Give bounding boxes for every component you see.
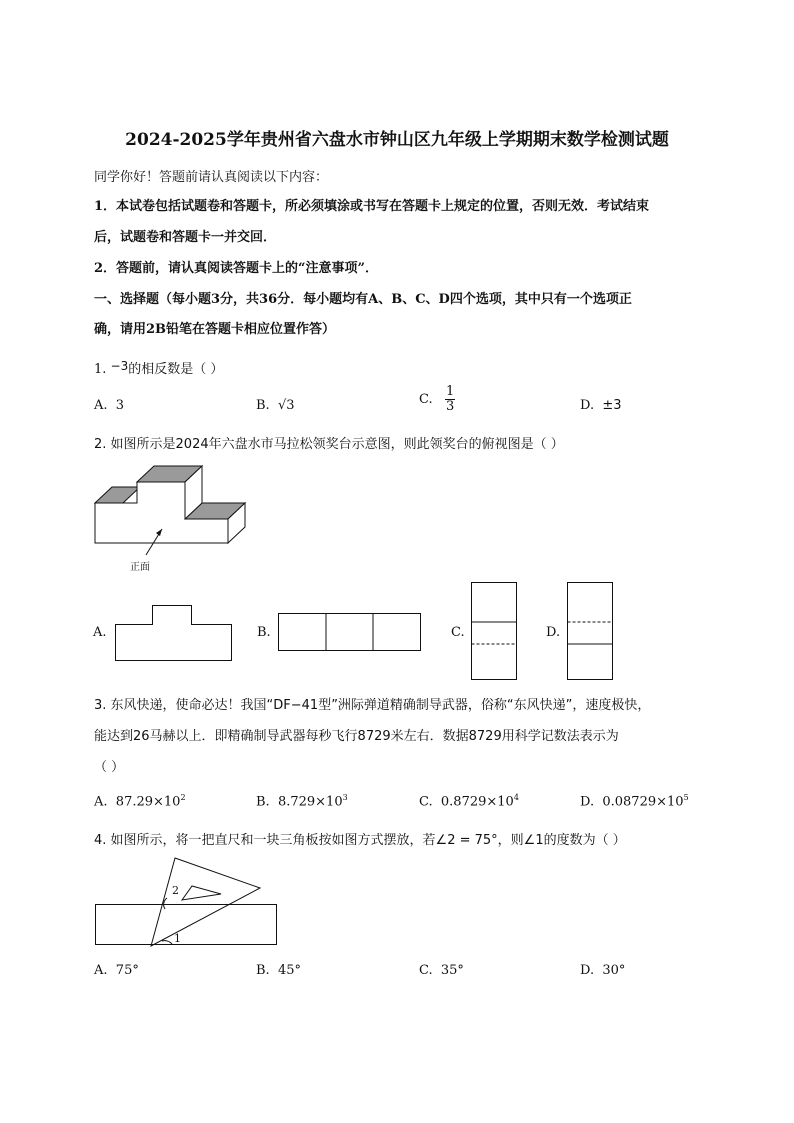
angle-2-label: 2 [172,884,179,897]
fraction: $\frac{1}{3}$ [446,384,455,414]
q3-option-b[interactable]: B. $8.729\times 10^3$ [256,793,348,810]
note-1-cont: 后，试题卷和答题卡一并交回． [94,230,277,245]
q2-option-a-figure[interactable] [115,604,235,662]
question-3-paren: （ ） [94,760,125,775]
q4-option-c[interactable]: C. 35° [419,963,464,978]
question-4: 4. 如图所示，将一把直尺和一块三角板按如图方式摆放，若∠2 = 75°，则∠1的度数为（ ） [94,833,626,848]
question-text: 的相反数是（ ） [128,362,224,377]
q2-option-b-label[interactable]: B. [257,625,271,640]
angle-1-label: 1 [174,932,181,945]
note-2: 2．答题前，请认真阅读答题卡上的“注意事项”． [94,261,379,276]
q2-option-c-label[interactable]: C. [451,625,465,640]
q1-option-a[interactable]: A. 3 [94,398,125,413]
question-1 [94,358,223,377]
q1-option-b[interactable]: B. √3 [256,398,295,413]
question-3-cont: 能达到26马赫以上．即精确制导武器每秒飞行8729米左右．数据8729用科学记数法表示为 [94,729,619,744]
q1-option-d[interactable]: D. ±3 [580,398,622,413]
q4-option-a[interactable]: A. 75° [94,963,139,978]
note-1: 1．本试卷包括试题卷和答题卡，所必须填涂或书写在答题卡上规定的位置，否则无效．考试结束 [94,199,650,214]
q4-option-b[interactable]: B. 45° [256,963,301,978]
podium-figure [90,465,250,575]
section-heading-cont: 确，请用2B铅笔在答题卡相应位置作答） [94,322,336,337]
q3-option-d[interactable]: D. $0.08729\times 10^5$ [580,793,689,810]
greeting: 同学你好！答题前请认真阅读以下内容： [94,170,329,185]
q3-option-a[interactable]: A. $87.29\times 10^2$ [94,793,186,810]
q2-option-a-label[interactable]: A. [93,625,107,640]
q1-option-c[interactable]: C. $\frac{1}{3}$ [419,384,455,414]
q2-option-d-label[interactable]: D. [546,625,561,640]
math-expression: −3 [110,359,129,373]
question-2: 2. 如图所示是2024年六盘水市马拉松领奖台示意图，则此领奖台的俯视图是（ ） [94,437,564,452]
q2-option-b-figure[interactable] [278,613,423,653]
q3-option-c[interactable]: C. $0.8729\times 10^4$ [419,793,519,810]
section-heading: 一、选择题（每小题3分，共36分．每小题均有A、B、C、D四个选项，其中只有一个选项正 [94,292,632,307]
q2-option-c-figure[interactable] [471,582,519,682]
q2-option-d-figure[interactable] [567,582,615,682]
ruler-triangle-figure [95,856,280,951]
q4-option-d[interactable]: D. 30° [580,963,626,978]
question-number: 1. [94,362,107,377]
question-3: 3. 东风快递，使命必达！我国“DF−41型”洲际弹道精确制导武器，俗称“东风快递”，速度极快， [94,698,651,713]
page-title: 2024-2025学年贵州省六盘水市钟山区九年级上学期期末数学检测试题 [125,130,669,150]
front-label: 正面 [130,562,150,573]
